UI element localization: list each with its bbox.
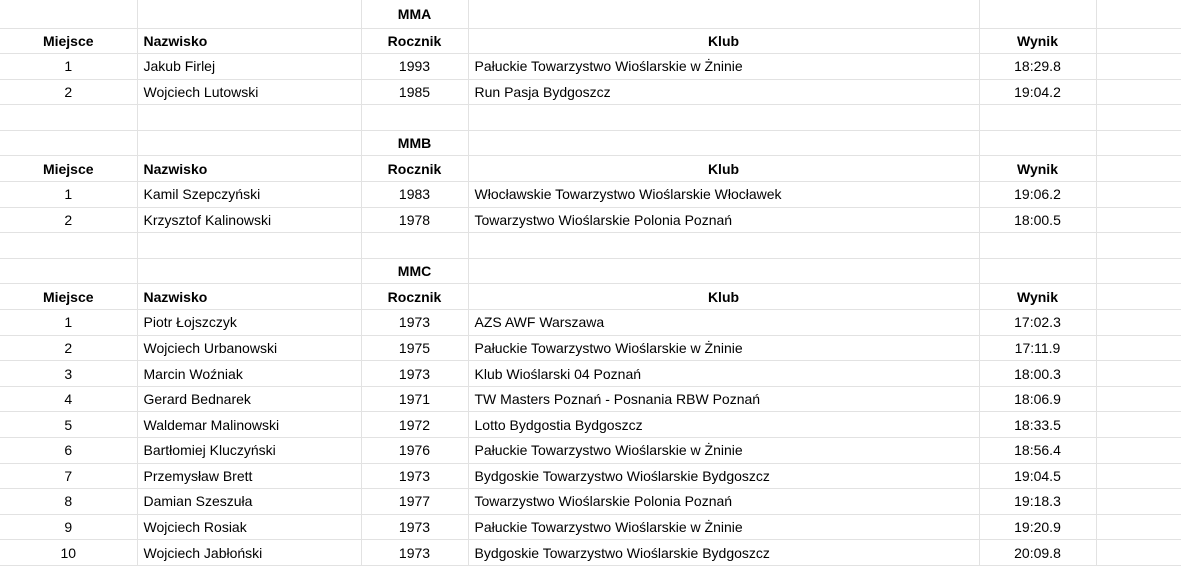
cell-nazwisko[interactable]: Wojciech Urbanowski xyxy=(137,335,361,361)
header-wynik[interactable]: Wynik xyxy=(979,284,1096,310)
category-title-mma[interactable]: MMA xyxy=(361,0,468,28)
cell-wynik[interactable]: 19:18.3 xyxy=(979,489,1096,515)
cell[interactable] xyxy=(0,130,137,156)
cell-nazwisko[interactable]: Damian Szeszuła xyxy=(137,489,361,515)
cell[interactable] xyxy=(1096,489,1181,515)
cell[interactable] xyxy=(1096,54,1181,80)
cell-rocznik[interactable]: 1973 xyxy=(361,361,468,387)
cell-klub[interactable]: Pałuckie Towarzystwo Wioślarskie w Żninie xyxy=(468,335,979,361)
cell[interactable] xyxy=(979,130,1096,156)
cell[interactable] xyxy=(1096,156,1181,182)
cell-rocznik[interactable]: 1973 xyxy=(361,514,468,540)
cell-miejsce[interactable]: 10 xyxy=(0,540,137,566)
cell-rocznik[interactable]: 1973 xyxy=(361,310,468,336)
cell[interactable] xyxy=(979,0,1096,28)
category-title-row xyxy=(0,0,1181,28)
cell-miejsce[interactable]: 5 xyxy=(0,412,137,438)
cell-nazwisko[interactable]: Kamil Szepczyński xyxy=(137,182,361,208)
cell[interactable] xyxy=(979,258,1096,284)
header-miejsce[interactable]: Miejsce xyxy=(0,28,137,54)
cell-nazwisko[interactable]: Marcin Woźniak xyxy=(137,361,361,387)
category-title-row xyxy=(0,130,1181,156)
cell-wynik[interactable]: 18:06.9 xyxy=(979,386,1096,412)
cell-rocznik[interactable]: 1983 xyxy=(361,182,468,208)
table-row xyxy=(0,514,1181,540)
cell[interactable] xyxy=(979,233,1096,259)
cell-wynik[interactable]: 20:09.8 xyxy=(979,540,1096,566)
cell-rocznik[interactable]: 1972 xyxy=(361,412,468,438)
header-nazwisko[interactable]: Nazwisko xyxy=(137,284,361,310)
table-row xyxy=(0,310,1181,336)
cell-nazwisko[interactable]: Waldemar Malinowski xyxy=(137,412,361,438)
header-miejsce[interactable]: Miejsce xyxy=(0,284,137,310)
cell-nazwisko[interactable]: Krzysztof Kalinowski xyxy=(137,207,361,233)
cell-wynik[interactable]: 19:04.2 xyxy=(979,79,1096,105)
header-rocznik[interactable]: Rocznik xyxy=(361,284,468,310)
table-row xyxy=(0,463,1181,489)
header-rocznik[interactable]: Rocznik xyxy=(361,156,468,182)
cell[interactable] xyxy=(468,105,979,131)
cell-nazwisko[interactable]: Piotr Łojszczyk xyxy=(137,310,361,336)
cell[interactable] xyxy=(0,105,137,131)
cell-rocznik[interactable]: 1977 xyxy=(361,489,468,515)
cell[interactable] xyxy=(1096,130,1181,156)
table-row xyxy=(0,207,1181,233)
cell-rocznik[interactable]: 1973 xyxy=(361,463,468,489)
cell-klub[interactable]: Klub Wioślarski 04 Poznań xyxy=(468,361,979,387)
table-row xyxy=(0,412,1181,438)
header-nazwisko[interactable]: Nazwisko xyxy=(137,156,361,182)
cell-miejsce[interactable]: 1 xyxy=(0,54,137,80)
cell[interactable] xyxy=(1096,540,1181,566)
cell-rocznik[interactable]: 1971 xyxy=(361,386,468,412)
table-row xyxy=(0,361,1181,387)
cell[interactable] xyxy=(468,233,979,259)
cell-klub[interactable]: Towarzystwo Wioślarskie Polonia Poznań xyxy=(468,489,979,515)
cell-klub[interactable]: Pałuckie Towarzystwo Wioślarskie w Żninie xyxy=(468,438,979,464)
cell[interactable] xyxy=(1096,182,1181,208)
table-row xyxy=(0,54,1181,80)
cell-klub[interactable]: Run Pasja Bydgoszcz xyxy=(468,79,979,105)
cell-nazwisko[interactable]: Wojciech Lutowski xyxy=(137,79,361,105)
cell-nazwisko[interactable]: Gerard Bednarek xyxy=(137,386,361,412)
cell-wynik[interactable]: 18:56.4 xyxy=(979,438,1096,464)
header-klub[interactable]: Klub xyxy=(468,156,979,182)
cell-klub[interactable]: Bydgoskie Towarzystwo Wioślarskie Bydgoszcz xyxy=(468,540,979,566)
header-wynik[interactable]: Wynik xyxy=(979,156,1096,182)
cell-klub[interactable]: Lotto Bydgostia Bydgoszcz xyxy=(468,412,979,438)
column-header-row xyxy=(0,284,1181,310)
cell[interactable] xyxy=(1096,28,1181,54)
cell[interactable] xyxy=(1096,284,1181,310)
cell[interactable] xyxy=(468,258,979,284)
cell-klub[interactable]: Włocławskie Towarzystwo Wioślarskie Włocławek xyxy=(468,182,979,208)
cell[interactable] xyxy=(1096,438,1181,464)
category-title-row xyxy=(0,258,1181,284)
cell-rocznik[interactable]: 1976 xyxy=(361,438,468,464)
cell-nazwisko[interactable]: Wojciech Jabłoński xyxy=(137,540,361,566)
cell-nazwisko[interactable]: Przemysław Brett xyxy=(137,463,361,489)
cell-nazwisko[interactable]: Bartłomiej Kluczyński xyxy=(137,438,361,464)
cell-miejsce[interactable]: 1 xyxy=(0,310,137,336)
cell[interactable] xyxy=(1096,0,1181,28)
column-header-row xyxy=(0,28,1181,54)
header-klub[interactable]: Klub xyxy=(468,28,979,54)
cell-miejsce[interactable]: 2 xyxy=(0,79,137,105)
cell[interactable] xyxy=(137,233,361,259)
table-row xyxy=(0,386,1181,412)
cell-miejsce[interactable]: 2 xyxy=(0,335,137,361)
category-title-mmb[interactable]: MMB xyxy=(361,130,468,156)
cell-wynik[interactable]: 17:02.3 xyxy=(979,310,1096,336)
column-header-row xyxy=(0,156,1181,182)
header-miejsce[interactable]: Miejsce xyxy=(0,156,137,182)
cell[interactable] xyxy=(979,105,1096,131)
cell[interactable] xyxy=(1096,386,1181,412)
cell[interactable] xyxy=(0,0,137,28)
cell[interactable] xyxy=(468,130,979,156)
cell[interactable] xyxy=(137,130,361,156)
cell-wynik[interactable]: 18:00.3 xyxy=(979,361,1096,387)
category-title-mmc[interactable]: MMC xyxy=(361,258,468,284)
cell[interactable] xyxy=(137,258,361,284)
cell-rocznik[interactable]: 1993 xyxy=(361,54,468,80)
cell[interactable] xyxy=(137,0,361,28)
cell-miejsce[interactable]: 9 xyxy=(0,514,137,540)
cell-miejsce[interactable]: 7 xyxy=(0,463,137,489)
cell-klub[interactable]: Pałuckie Towarzystwo Wioślarskie w Żninie xyxy=(468,514,979,540)
cell-miejsce[interactable]: 8 xyxy=(0,489,137,515)
cell-klub[interactable]: Bydgoskie Towarzystwo Wioślarskie Bydgoszcz xyxy=(468,463,979,489)
cell-rocznik[interactable]: 1985 xyxy=(361,79,468,105)
empty-row xyxy=(0,105,1181,131)
table-row xyxy=(0,489,1181,515)
cell-wynik[interactable]: 18:00.5 xyxy=(979,207,1096,233)
header-wynik[interactable]: Wynik xyxy=(979,28,1096,54)
cell-miejsce[interactable]: 1 xyxy=(0,182,137,208)
cell[interactable] xyxy=(468,0,979,28)
empty-row xyxy=(0,233,1181,259)
cell-miejsce[interactable]: 6 xyxy=(0,438,137,464)
cell-wynik[interactable]: 18:29.8 xyxy=(979,54,1096,80)
cell-klub[interactable]: Towarzystwo Wioślarskie Polonia Poznań xyxy=(468,207,979,233)
table-row xyxy=(0,438,1181,464)
cell[interactable] xyxy=(1096,335,1181,361)
cell-nazwisko[interactable]: Wojciech Rosiak xyxy=(137,514,361,540)
table-row xyxy=(0,182,1181,208)
header-rocznik[interactable]: Rocznik xyxy=(361,28,468,54)
cell[interactable] xyxy=(361,105,468,131)
cell-miejsce[interactable]: 4 xyxy=(0,386,137,412)
cell[interactable] xyxy=(1096,310,1181,336)
cell[interactable] xyxy=(0,233,137,259)
cell[interactable] xyxy=(1096,258,1181,284)
cell-wynik[interactable]: 18:33.5 xyxy=(979,412,1096,438)
cell-nazwisko[interactable]: Jakub Firlej xyxy=(137,54,361,80)
cell[interactable] xyxy=(1096,361,1181,387)
cell[interactable] xyxy=(1096,207,1181,233)
header-klub[interactable]: Klub xyxy=(468,284,979,310)
cell-klub[interactable]: AZS AWF Warszawa xyxy=(468,310,979,336)
header-nazwisko[interactable]: Nazwisko xyxy=(137,28,361,54)
cell-klub[interactable]: Pałuckie Towarzystwo Wioślarskie w Żninie xyxy=(468,54,979,80)
table-row xyxy=(0,335,1181,361)
cell[interactable] xyxy=(0,258,137,284)
cell-wynik[interactable]: 19:04.5 xyxy=(979,463,1096,489)
cell-rocznik[interactable]: 1973 xyxy=(361,540,468,566)
cell[interactable] xyxy=(361,233,468,259)
cell[interactable] xyxy=(137,105,361,131)
cell[interactable] xyxy=(1096,233,1181,259)
cell[interactable] xyxy=(1096,463,1181,489)
cell-wynik[interactable]: 17:11.9 xyxy=(979,335,1096,361)
cell-rocznik[interactable]: 1975 xyxy=(361,335,468,361)
table-row xyxy=(0,79,1181,105)
cell[interactable] xyxy=(1096,412,1181,438)
cell-wynik[interactable]: 19:06.2 xyxy=(979,182,1096,208)
cell-miejsce[interactable]: 2 xyxy=(0,207,137,233)
cell-miejsce[interactable]: 3 xyxy=(0,361,137,387)
table-row xyxy=(0,540,1181,566)
cell[interactable] xyxy=(1096,105,1181,131)
cell[interactable] xyxy=(1096,79,1181,105)
cell-wynik[interactable]: 19:20.9 xyxy=(979,514,1096,540)
cell-rocznik[interactable]: 1978 xyxy=(361,207,468,233)
cell-klub[interactable]: TW Masters Poznań - Posnania RBW Poznań xyxy=(468,386,979,412)
cell[interactable] xyxy=(1096,514,1181,540)
